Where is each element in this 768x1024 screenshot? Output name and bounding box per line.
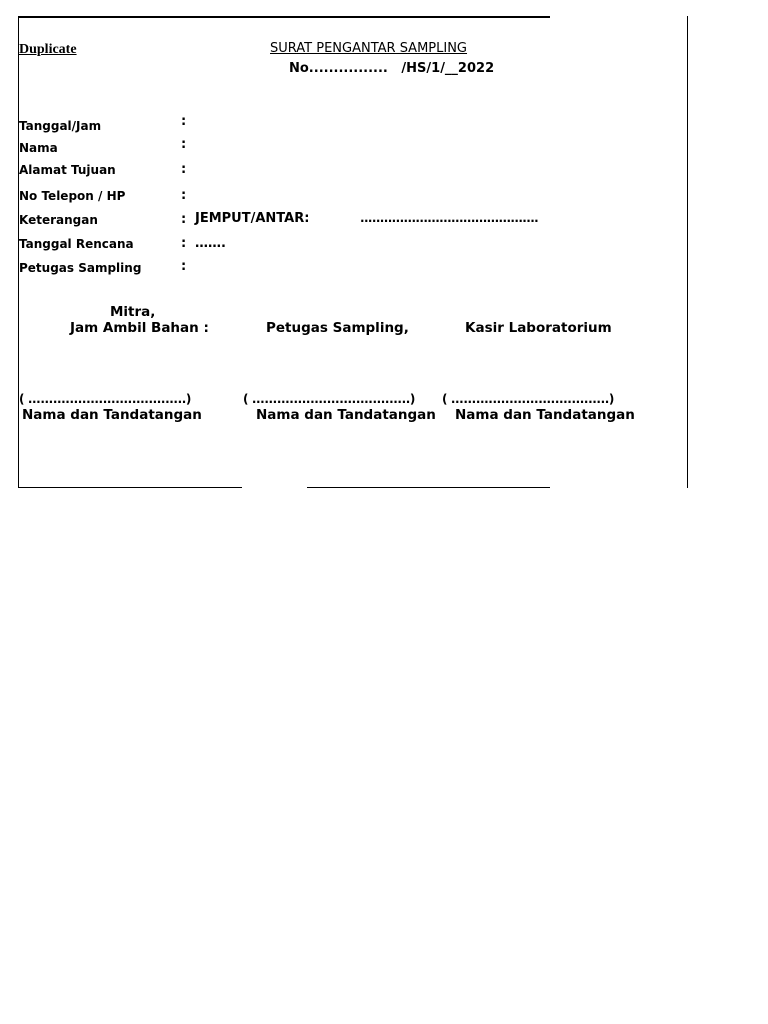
frame-right-border — [687, 16, 688, 488]
field-value-tanggal-rencana: ……. — [195, 236, 226, 251]
document-title: SURAT PENGANTAR SAMPLING — [270, 41, 468, 56]
field-value-keterangan: JEMPUT/ANTAR: — [195, 211, 310, 226]
field-colon-tanggal-rencana: : — [181, 236, 187, 251]
field-label-petugas-sampling: Petugas Sampling — [19, 261, 142, 275]
signature-dots-kasir: ( ......................................) — [442, 392, 614, 406]
field-colon-tanggal-jam: : — [181, 114, 187, 129]
petugas-sampling-heading: Petugas Sampling, — [266, 320, 409, 336]
jam-ambil-bahan-label: Jam Ambil Bahan : — [70, 320, 209, 336]
field-label-nama: Nama — [19, 141, 58, 155]
signature-caption-kasir: Nama dan Tandatangan — [455, 407, 635, 423]
field-colon-petugas-sampling: : — [181, 259, 187, 274]
field-label-keterangan: Keterangan — [19, 213, 98, 227]
kasir-laboratorium-heading: Kasir Laboratorium — [465, 320, 612, 336]
field-extra-keterangan: ............................................. — [360, 211, 539, 225]
field-label-no-telepon: No Telepon / HP — [19, 189, 126, 203]
field-label-alamat-tujuan: Alamat Tujuan — [19, 163, 116, 177]
field-colon-no-telepon: : — [181, 188, 187, 203]
frame-bottom-border-left — [18, 487, 242, 488]
frame-left-border — [18, 16, 19, 488]
mitra-heading: Mitra, — [110, 304, 156, 320]
field-label-tanggal-jam: Tanggal/Jam — [19, 119, 102, 133]
signature-dots-petugas: ( ......................................) — [243, 392, 415, 406]
duplicate-mark: Duplicate — [19, 42, 77, 57]
signature-caption-mitra: Nama dan Tandatangan — [22, 407, 202, 423]
field-colon-alamat-tujuan: : — [181, 162, 187, 177]
field-colon-keterangan: : — [181, 212, 187, 227]
signature-dots-mitra: ( ......................................) — [19, 392, 191, 406]
field-label-tanggal-rencana: Tanggal Rencana — [19, 237, 134, 251]
frame-top-border — [18, 16, 550, 18]
frame-bottom-border-right — [307, 487, 550, 488]
document-number: No................ /HS/1/__2022 — [289, 61, 495, 76]
field-colon-nama: : — [181, 137, 187, 152]
signature-caption-petugas: Nama dan Tandatangan — [256, 407, 436, 423]
